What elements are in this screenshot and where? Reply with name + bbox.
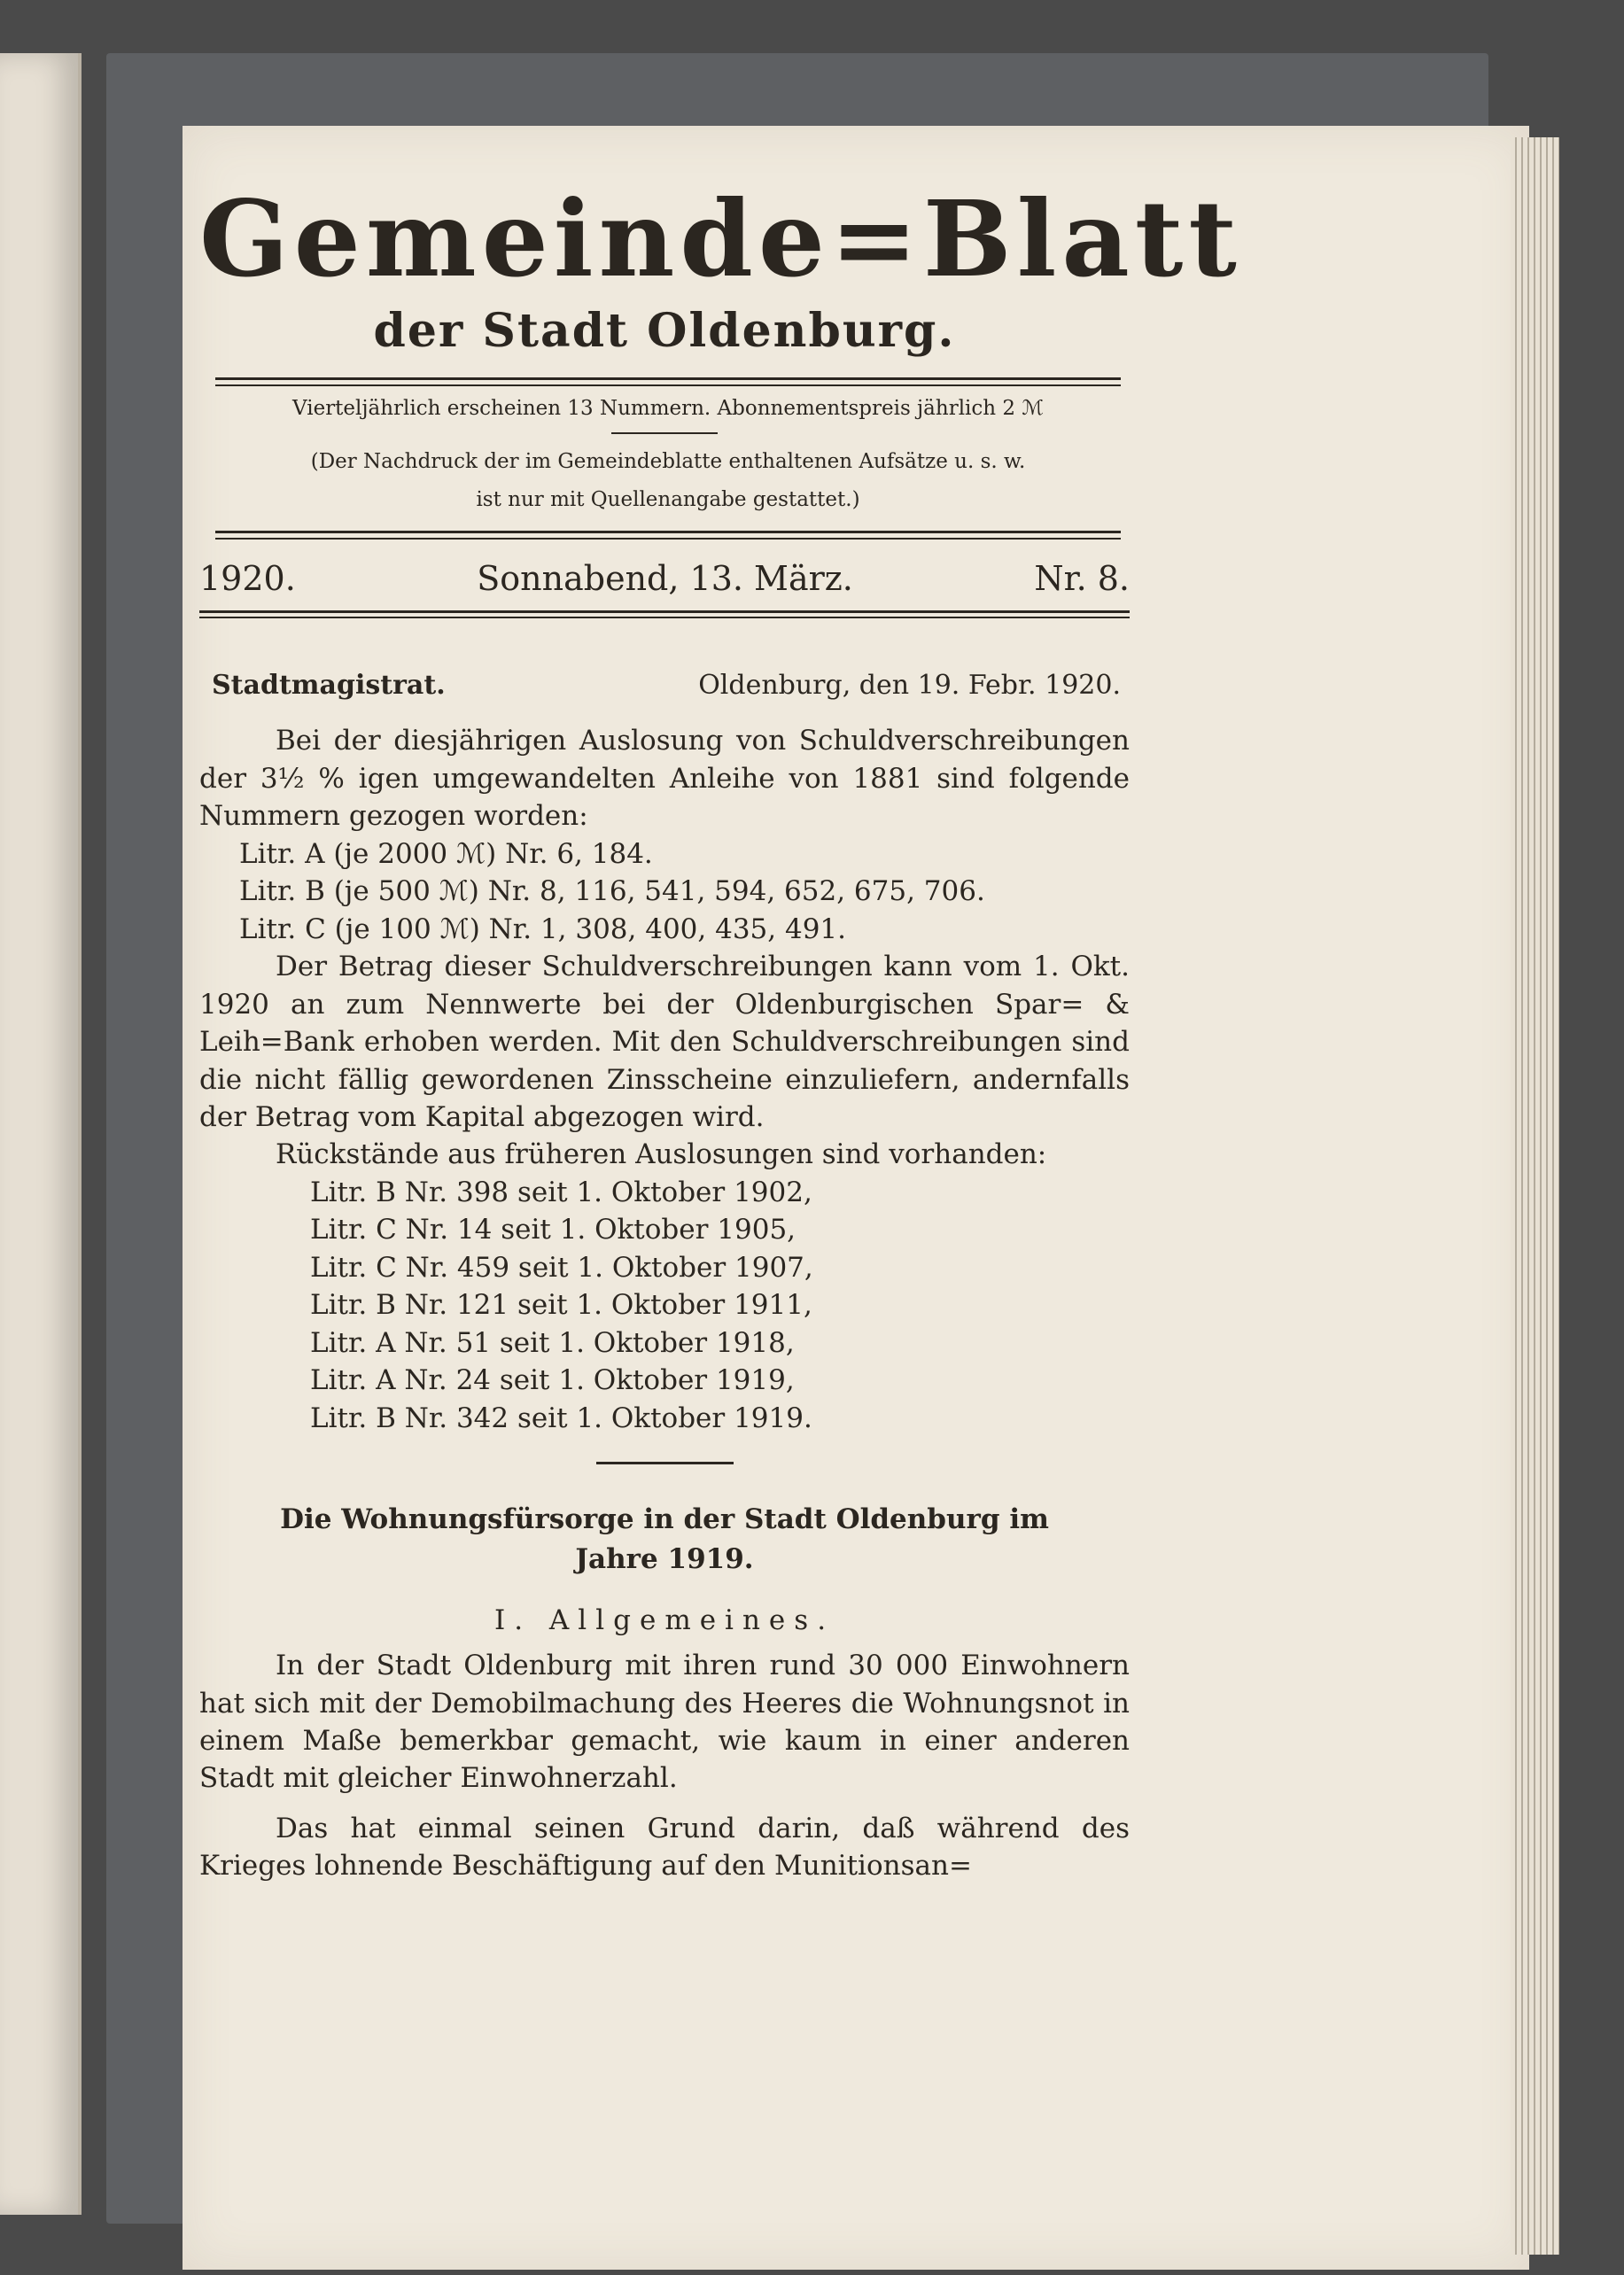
reprint-notice-line1: (Der Nachdruck der im Gemeindeblatte enthaltenen Aufsätze u. s. w. [310, 450, 1026, 474]
page-edges [1511, 137, 1559, 2255]
article-subheading: I. Allgemeines. [493, 1604, 835, 1637]
notice-divider [611, 432, 718, 434]
issue-year: 1920. [199, 559, 296, 599]
masthead-rule [215, 377, 1121, 386]
issue-date: Sonnabend, 13. März. [477, 559, 853, 599]
article-title: Die Wohnungsfürsorge in der Stadt Oldenburg im Jahre 1919. [280, 1503, 1049, 1576]
subscription-notice: Vierteljährlich erscheinen 13 Nummern. Abonnementspreis jährlich 2 ℳ [292, 396, 1044, 420]
drawn-item-c: Litr. C (je 100 ℳ) Nr. 1, 308, 400, 435, 491. [239, 912, 847, 945]
article-paragraph-2: Das hat einmal seinen Grund darin, daß während des Krieges lohnende Beschäftigung auf den Munitionsan= [199, 1812, 1130, 1883]
arrears-item: Litr. C Nr. 14 seit 1. Oktober 1905, [310, 1214, 796, 1246]
article-separator [596, 1462, 734, 1464]
intro-paragraph: Bei der diesjährigen Auslosung von Schuldverschreibungen der 3½ % igen umgewandelten Anleihe von 1881 sind folgende Nummern gezogen worden: [199, 725, 1130, 833]
sender: Stadtmagistrat. [212, 670, 446, 702]
section-header [212, 670, 1121, 701]
issue-line [199, 540, 1130, 610]
arrears-item: Litr. C Nr. 459 seit 1. Oktober 1907, [310, 1251, 813, 1284]
drawn-item-a: Litr. A (je 2000 ℳ) Nr. 6, 184. [239, 837, 653, 870]
masthead-subtitle: der Stadt Oldenburg. [373, 303, 956, 358]
place-date: Oldenburg, den 19. Febr. 1920. [698, 670, 1121, 702]
bond-drawing-notice [199, 722, 1130, 1437]
masthead-title: Gemeinde=Blatt [199, 177, 1242, 300]
arrears-item: Litr. B Nr. 398 seit 1. Oktober 1902, [310, 1176, 812, 1208]
article-paragraph-1: In der Stadt Oldenburg mit ihren rund 30 000 Einwohnern hat sich mit der Demobilmachung des Heeres die Wohnungsnot in einem Maße bemerkbar gemacht, wie kaum in einer anderen Stadt mit gleicher Einwohnerzahl. [199, 1650, 1130, 1795]
arrears-item: Litr. B Nr. 121 seit 1. Oktober 1911, [310, 1289, 812, 1322]
facing-page-edge [0, 53, 82, 2215]
reprint-notice-line2: ist nur mit Quellenangabe gestattet.) [476, 487, 860, 511]
arrears-item: Litr. A Nr. 51 seit 1. Oktober 1918, [310, 1326, 795, 1359]
drawn-item-b: Litr. B (je 500 ℳ) Nr. 8, 116, 541, 594, 652, 675, 706. [239, 875, 985, 908]
arrears-item: Litr. B Nr. 342 seit 1. Oktober 1919. [310, 1401, 812, 1434]
arrears-intro: Rückstände aus früheren Auslosungen sind vorhanden: [276, 1138, 1047, 1171]
arrears-item: Litr. A Nr. 24 seit 1. Oktober 1919, [310, 1364, 795, 1397]
page-content [199, 173, 1242, 2193]
notice-rule [215, 531, 1121, 540]
payment-paragraph: Der Betrag dieser Schuldverschreibungen kann vom 1. Okt. 1920 an zum Nennwerte bei der Oldenburgischen Spar= & Leih=Bank erhoben werden. Mit den Schuldverschreibungen sind die nicht fällig gewordenen Zinsscheine einzuliefern, andernfalls der Betrag vom Kapital abgezogen wird. [199, 951, 1130, 1133]
issue-rule [199, 610, 1130, 618]
issue-number: Nr. 8. [1034, 559, 1130, 599]
